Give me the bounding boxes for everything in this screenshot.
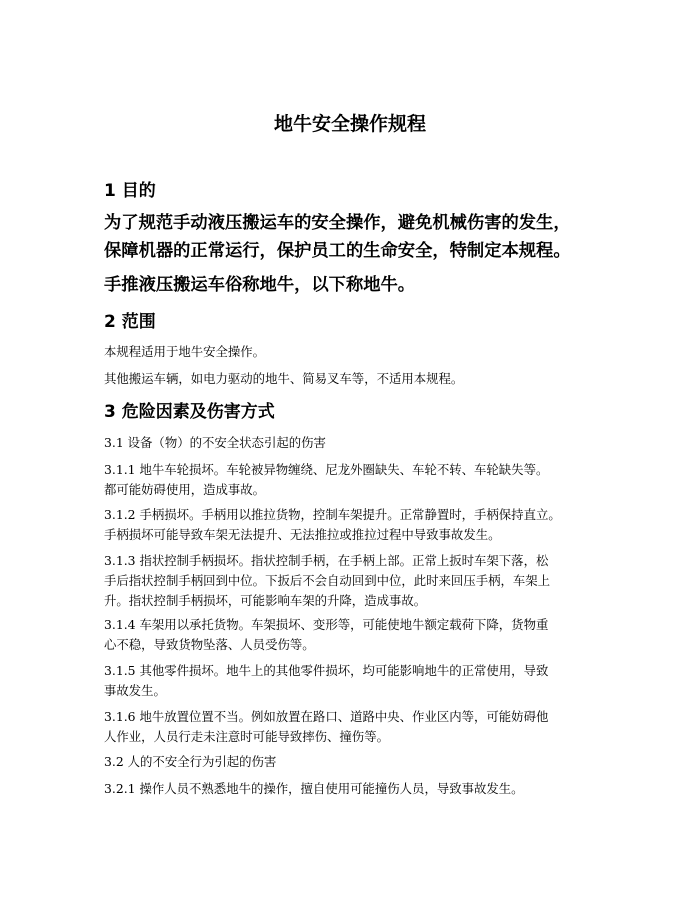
item-line: 3.1.2 手柄损坏。手柄用以推拉货物，控制车架提升。正常静置时，手柄保持直立。 bbox=[104, 507, 561, 522]
item-line: 都可能妨碍使用，造成事故。 bbox=[104, 482, 266, 497]
purpose-paragraph bbox=[104, 209, 624, 265]
item-line: 手柄损坏可能导致车架无法提升、无法推拉或推拉过程中导致事故发生。 bbox=[104, 527, 501, 542]
item-3-1-5 bbox=[104, 661, 604, 701]
item-3-1-3 bbox=[104, 551, 604, 611]
item-3-1-1 bbox=[104, 460, 604, 500]
item-line: 心不稳，导致货物坠落、人员受伤等。 bbox=[104, 637, 315, 652]
item-line: 3.1.4 车架用以承托货物。车架损坏、变形等，可能使地牛额定载荷下降，货物重 bbox=[104, 617, 549, 632]
item-3-1-4 bbox=[104, 615, 604, 655]
item-line: 3.1.6 地牛放置位置不当。例如放置在路口、道路中央、作业区内等，可能妨碍他 bbox=[104, 709, 549, 724]
section-heading-purpose: 1 目的 bbox=[104, 181, 156, 201]
item-line: 手后指状控制手柄回到中位。下扳后不会自动回到中位，此时来回压手柄，车架上 bbox=[104, 573, 551, 588]
item-3-1-6 bbox=[104, 707, 604, 747]
item-line: 事故发生。 bbox=[104, 683, 166, 698]
item-line: 3.1.3 指状控制手柄损坏。指状控制手柄，在手柄上部。正常上扳时车架下落，松 bbox=[104, 553, 549, 568]
item-line: 人作业，人员行走未注意时可能导致摔伤、撞伤等。 bbox=[104, 729, 389, 744]
purpose-note: 手推液压搬运车俗称地牛，以下称地牛。 bbox=[104, 275, 416, 295]
item-3-2-1: 3.2.1 操作人员不熟悉地牛的操作，擅自使用可能撞伤人员，导致事故发生。 bbox=[104, 781, 524, 796]
section-heading-scope: 2 范围 bbox=[104, 312, 156, 332]
scope-paragraph: 本规程适用于地牛安全操作。 bbox=[104, 344, 266, 359]
item-line: 3.1.1 地牛车轮损坏。车轮被异物缠绕、尼龙外圈缺失、车轮不转、车轮缺失等。 bbox=[104, 462, 549, 477]
item-line: 3.1.5 其他零件损坏。地牛上的其他零件损坏，均可能影响地牛的正常使用，导致 bbox=[104, 663, 549, 678]
document-title: 地牛安全操作规程 bbox=[273, 113, 426, 135]
scope-exclusion-paragraph: 其他搬运车辆，如电力驱动的地牛、简易叉车等，不适用本规程。 bbox=[104, 371, 464, 386]
purpose-paragraph-line: 保障机器的正常运行，保护员工的生命安全，特制定本规程。 bbox=[104, 241, 571, 261]
subsection-3-2: 3.2 人的不安全行为引起的伤害 bbox=[104, 754, 277, 769]
subsection-3-1: 3.1 设备（物）的不安全状态引起的伤害 bbox=[104, 435, 326, 450]
purpose-paragraph-line: 为了规范手动液压搬运车的安全操作，避免机械伤害的发生， bbox=[104, 213, 571, 233]
item-line: 升。指状控制手柄损坏，可能影响车架的升降，造成事故。 bbox=[104, 593, 427, 608]
item-3-1-2 bbox=[104, 505, 604, 545]
section-heading-hazards: 3 危险因素及伤害方式 bbox=[104, 402, 275, 422]
